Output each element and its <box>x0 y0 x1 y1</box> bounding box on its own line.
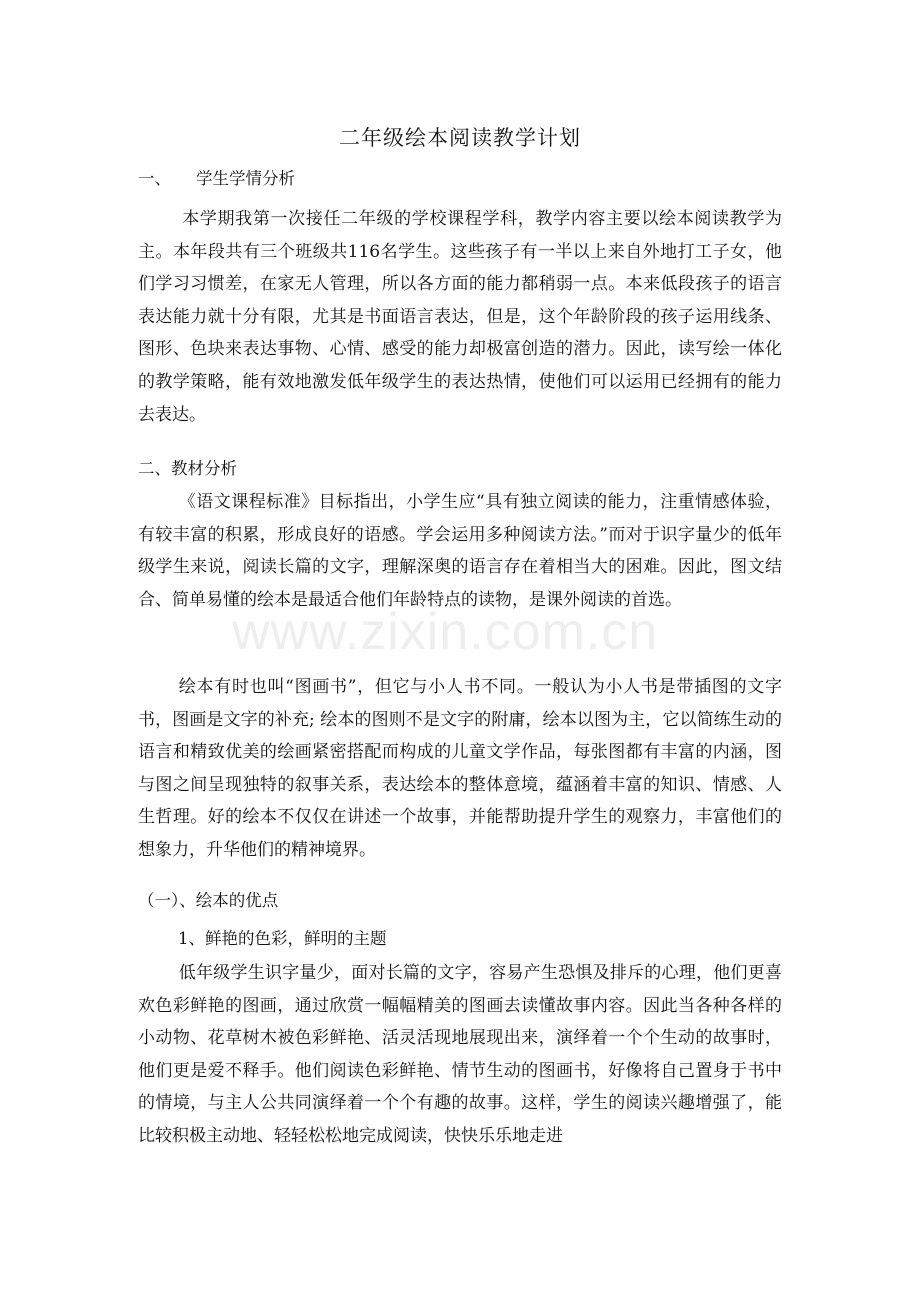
section-1-paragraph: 本学期我第一次接任二年级的学校课程学科，教学内容主要以绘本阅读教学为主。本年段共有三个班级共116名学生。这些孩子有一半以上来自外地打工子女，他们学习习惯差，在家无人管理，所以各方面的能力都稍弱一点。本来低段孩子的语言表达能力就十分有限，尤其是书面语言表达，但是，这个年龄阶段的孩子运用线条、图形、色块来表达事物、心情、感受的能力却极富创造的潜力。因此，读写绘一体化的教学策略，能有效地激发低年级学生的表达热情，使他们可以运用已经拥有的能力去表达。 <box>138 209 782 425</box>
section-1-number: 一、 <box>138 169 171 188</box>
subsection-1-heading: （一）、绘本的优点 <box>138 891 279 910</box>
section-2-paragraph-1: 《语文课程标准》目标指出，小学生应“具有独立阅读的能力，注重情感体验，有较丰富的积累，形成良好的语感。学会运用多种阅读方法。”而对于识字量少的低年级学生来说，阅读长篇的文字，理解深奥的语言存在着相当大的困难。因此，图文结合、简单易懂的绘本是最适合他们年龄特点的读物，是课外阅读的首选。 <box>138 492 782 610</box>
document-title: 二年级绘本阅读教学计划 <box>339 126 581 150</box>
subsection-1-item-1-heading: 1、鲜艳的色彩，鲜明的主题 <box>178 929 387 948</box>
section-1-heading <box>138 167 295 191</box>
section-2-paragraph-2: 绘本有时也叫“图画书”，但它与小人书不同。一般认为小人书是带插图的文字书，图画是文字的补充; 绘本的图则不是文字的附庸，绘本以图为主，它以简练生动的语言和精致优美的绘画紧密搭配而构成的儿童文学作品，每张图都有丰富的内涵，图与图之间呈现独特的叙事关系，表达绘本的整体意境，蕴涵着丰富的知识、情感、人生哲理。好的绘本不仅仅在讲述一个故事，并能帮助提升学生的观察力，丰富他们的想象力，升华他们的精神境界。 <box>138 677 782 860</box>
subsection-1-item-1-paragraph: 低年级学生识字量少，面对长篇的文字，容易产生恐惧及排斥的心理，他们更喜欢色彩鲜艳的图画，通过欣赏一幅幅精美的图画去读懂故事内容。因此当各种各样的小动物、花草树木被色彩鲜艳、活灵活现地展现出来，演绎着一个个生动的故事时，他们更是爱不释手。他们阅读色彩鲜艳、情节生动的图画书，好像将自己置身于书中的情境，与主人公共同演绎着一个个有趣的故事。这样，学生的阅读兴趣增强了，能比较积极主动地、轻轻松松地完成阅读，快快乐乐地走进 <box>138 963 782 1146</box>
section-1-title: 学生学情分析 <box>196 169 295 188</box>
watermark: www.zixin.com.cn <box>232 603 659 661</box>
section-2-heading: 二、教材分析 <box>138 459 237 478</box>
